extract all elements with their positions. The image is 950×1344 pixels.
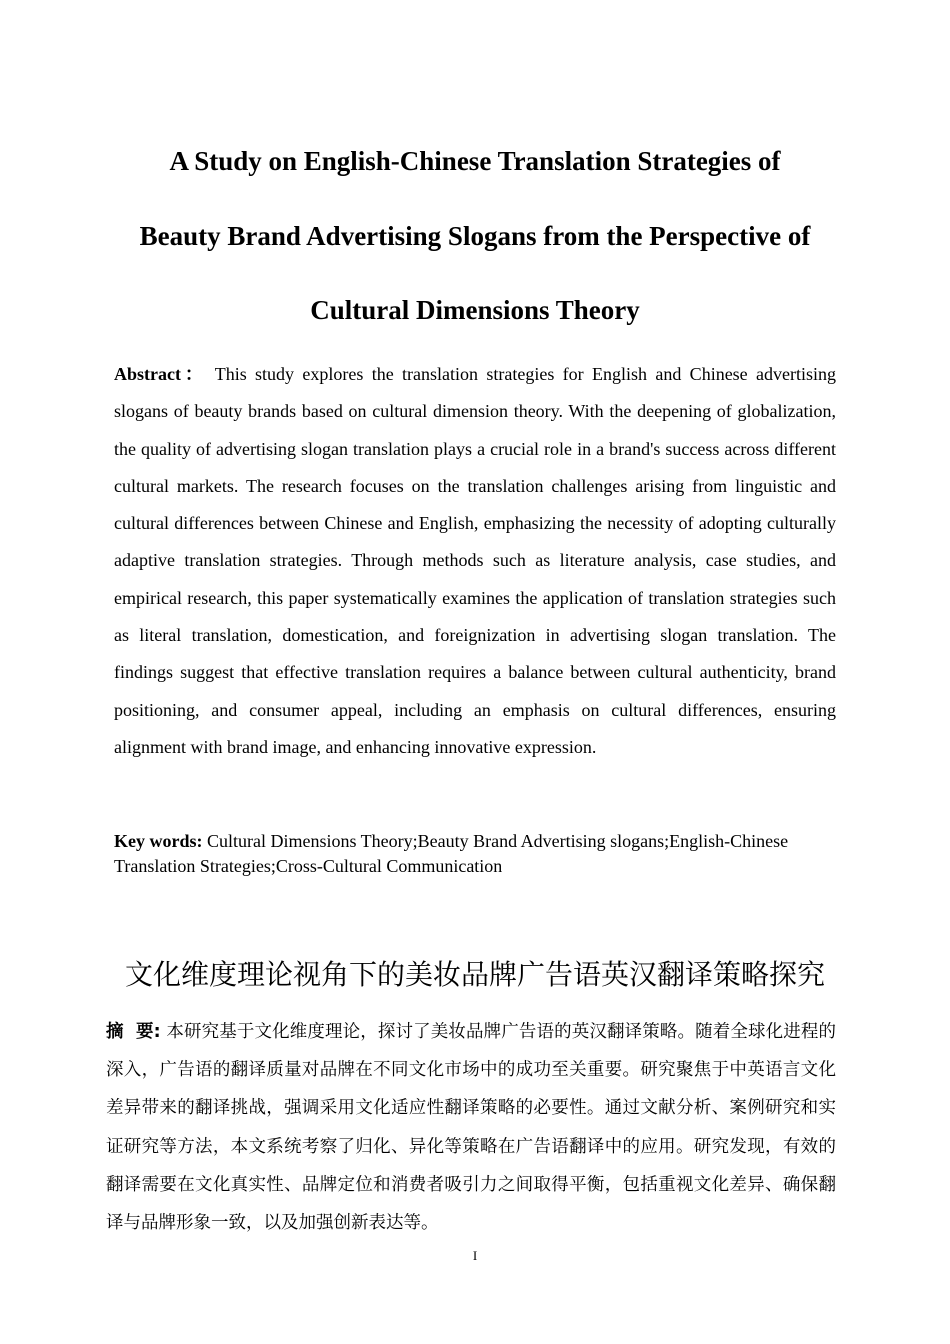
chinese-abstract bbox=[106, 1013, 836, 1242]
abstract-text: This study explores the translation strategies for English and Chinese advertising slogans of beauty brands based on cultural dimension theory. With the deepening of globalization, the quality of advertising slogan translation plays a crucial role in a brand's success across different cultural markets. The research focuses on the translation challenges arising from linguistic and cultural differences between Chinese and English, emphasizing the necessity of adopting culturally adaptive translation strategies. Through methods such as literature analysis, case studies, and empirical research, this paper systematically examines the application of translation strategies such as literal translation, domestication, and foreignization in advertising slogan translation. The findings suggest that effective translation requires a balance between cultural authenticity, brand positioning, and consumer appeal, including an emphasis on cultural differences, ensuring alignment with brand image, and enhancing innovative expression. bbox=[114, 364, 836, 757]
english-title-line-1: A Study on English-Chinese Translation Strategies of bbox=[169, 146, 781, 176]
page-number: I bbox=[472, 1248, 478, 1263]
chinese-abstract-label: 摘 要: bbox=[106, 1022, 161, 1042]
english-abstract bbox=[114, 356, 836, 766]
english-keywords bbox=[114, 829, 836, 879]
english-title-line-3: Cultural Dimensions Theory bbox=[310, 295, 640, 325]
english-title bbox=[100, 124, 850, 348]
chinese-title: 文化维度理论视角下的美妆品牌广告语英汉翻译策略探究 bbox=[124, 958, 825, 991]
chinese-abstract-text: 本研究基于文化维度理论，探讨了美妆品牌广告语的英汉翻译策略。随着全球化进程的深入，广告语的翻译质量对品牌在不同文化市场中的成功至关重要。研究聚焦于中英语言文化差异带来的翻译挑战，强调采用文化适应性翻译策略的必要性。通过文献分析、案例研究和实证研究等方法，本文系统考察了归化、异化等策略在广告语翻译中的应用。研究发现，有效的翻译需要在文化真实性、品牌定位和消费者吸引力之间取得平衡，包括重视文化差异、确保翻译与品牌形象一致，以及加强创新表达等。 bbox=[106, 1022, 836, 1234]
abstract-label: Abstract： bbox=[114, 364, 207, 384]
keywords-label: Key words: bbox=[114, 831, 203, 851]
english-title-line-2: Beauty Brand Advertising Slogans from the Perspective of bbox=[139, 220, 811, 251]
keywords-text: Cultural Dimensions Theory;Beauty Brand Advertising slogans;English-Chinese Translation Strategies;Cross-Cultural Communication bbox=[114, 831, 789, 876]
